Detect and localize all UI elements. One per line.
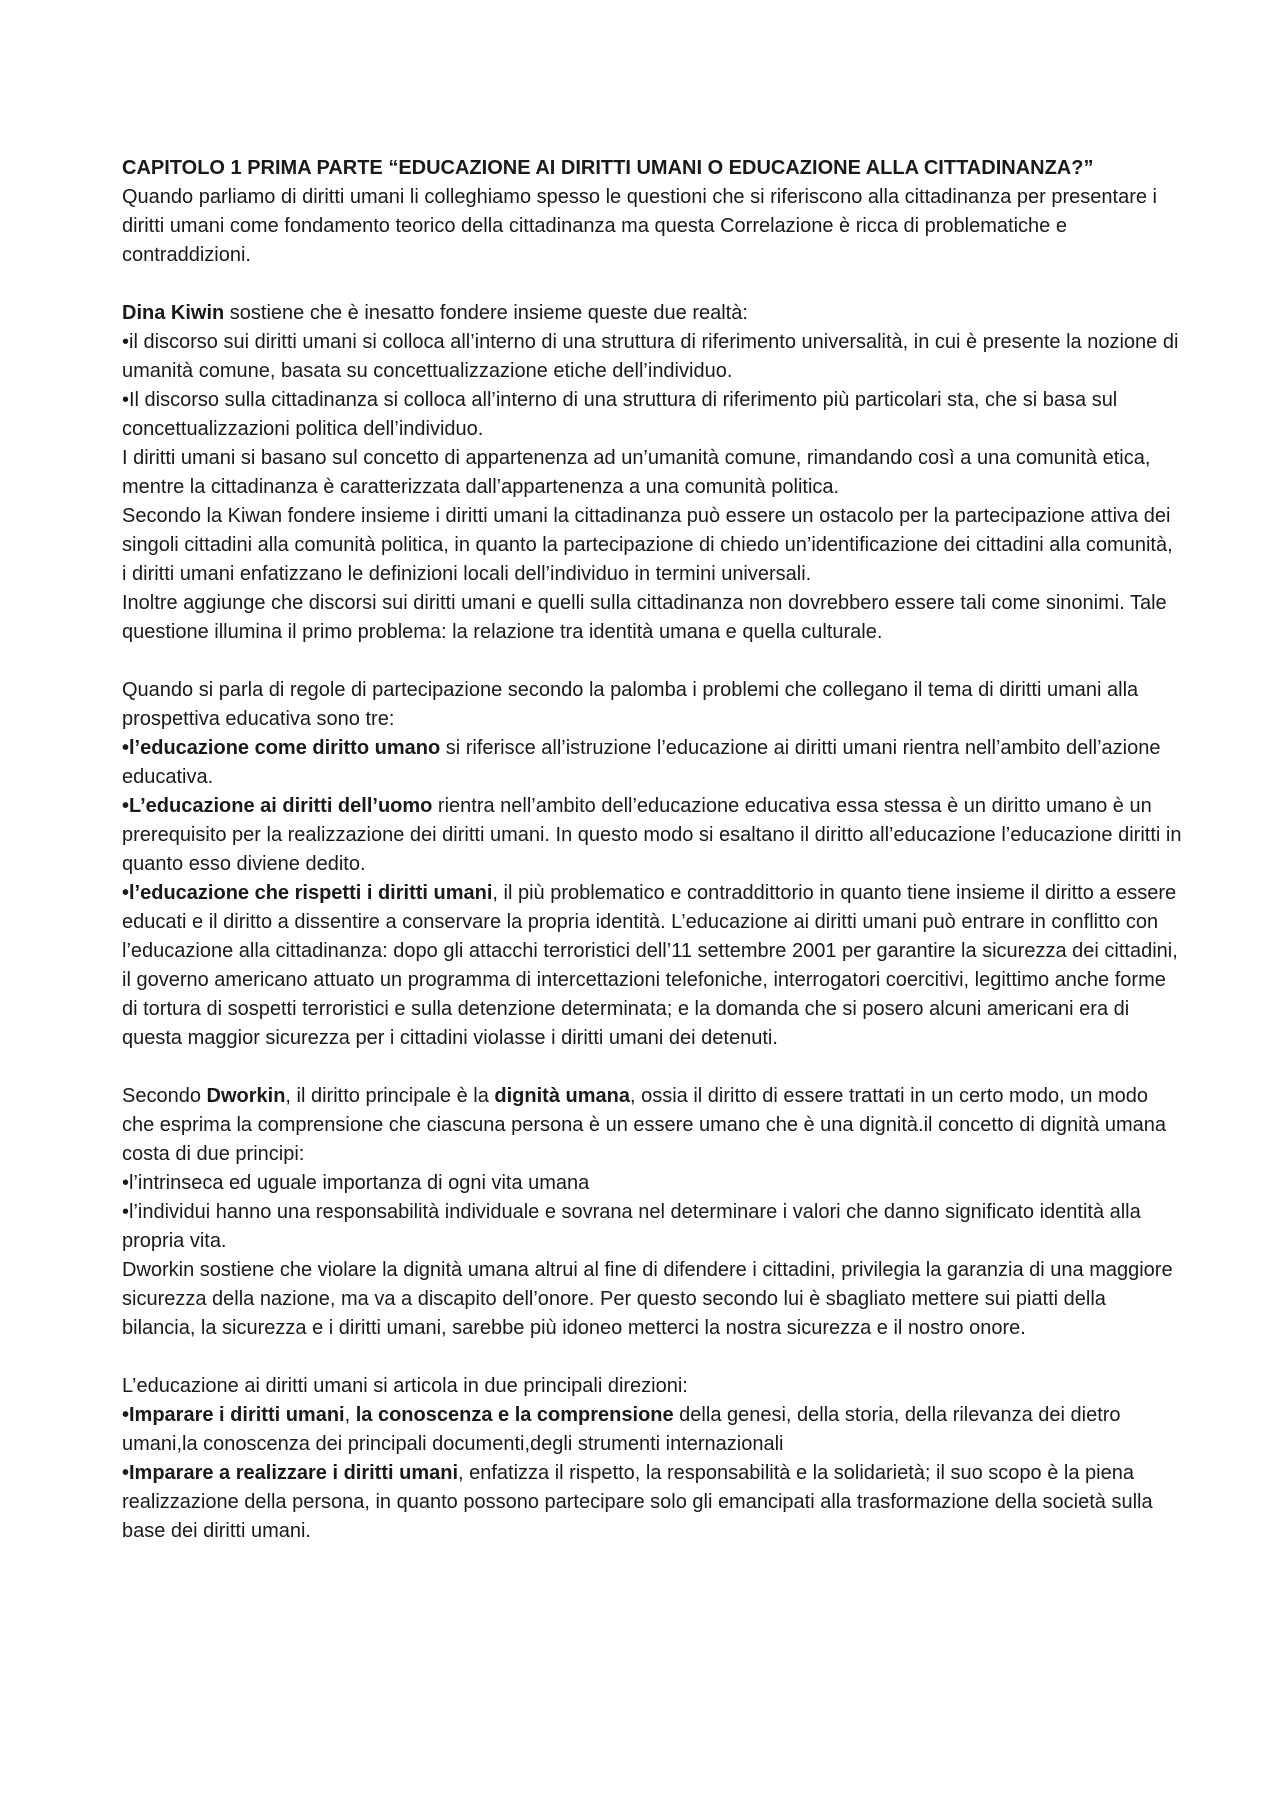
palomba-lead: Quando si parla di regole di partecipazione secondo la palomba i problemi che collegano il tema di diritti umani alla prospettiva educativa sono tre: — [122, 679, 1139, 730]
palomba-bullet-2: •L’educazione ai diritti dell’uomo rientra nell’ambito dell’educazione educativa essa stessa è un diritto umano è un prerequisito per la realizzazione dei diritti umani. In questo modo si esaltano il diritto all’educazione l’educazione diritti in quanto esso diviene dedito. — [122, 795, 1182, 875]
dworkin-lead: Secondo Dworkin, il diritto principale è la dignità umana, ossia il diritto di essere trattati in un certo modo, un modo che esprima la comprensione che ciascuna persona è un essere umano che è una dignità.il concetto di dignità umana costa di due principi: — [122, 1085, 1166, 1165]
palomba-bullet-3: •l’educazione che rispetti i diritti umani, il più problematico e contraddittorio in quanto tiene insieme il diritto a essere educati e il diritto a dissentire a conservare la propria identità. L’educazione ai diritti umani può entrare in conflitto con l’educazione alla cittadinanza: dopo gli attacchi terroristici dell’11 settembre 2001 per garantire la sicurezza dei cittadini, il governo americano attuato un programma di intercettazioni telefoniche, interrogatori coercitivi, legittimo anche forme di tortura di sospetti terroristici e sulla detenzione determinata; e la domanda che si posero alcuni americani era di questa maggior sicurezza per i cittadini violasse i diritti umani dei detenuti. — [122, 882, 1178, 1049]
kiwin-bullet-1: •il discorso sui diritti umani si colloca all’interno di una struttura di riferimento universalità, in cui è presente la nozione di umanità comune, basata su concettualizzazione etiche dell’individuo. — [122, 331, 1179, 382]
intro-paragraph: Quando parliamo di diritti umani li colleghiamo spesso le questioni che si riferiscono alla cittadinanza per presentare i diritti umani come fondamento teorico della cittadinanza ma questa Correlazione è ricca di problematiche e contraddizioni. — [122, 186, 1157, 266]
kiwin-lead: Dina Kiwin sostiene che è inesatto fondere insieme queste due realtà: — [122, 302, 748, 324]
kiwin-paragraph-1: I diritti umani si basano sul concetto di appartenenza ad un’umanità comune, rimandando così a una comunità etica, mentre la cittadinanza è caratterizzata dall’appartenenza a una comunità politica. — [122, 447, 1151, 498]
dworkin-paragraph: Dworkin sostiene che violare la dignità umana altrui al fine di difendere i cittadini, privilegia la garanzia di una maggiore sicurezza della nazione, ma va a discapito dell’onore. Per questo secondo lui è sbagliato mettere sui piatti della bilancia, la sicurezza e i diritti umani, sarebbe più idoneo metterci la nostra sicurezza e il nostro onore. — [122, 1259, 1173, 1339]
dworkin-concept: dignità umana — [494, 1085, 630, 1107]
chapter-title: CAPITOLO 1 PRIMA PARTE “EDUCAZIONE AI DIRITTI UMANI O EDUCAZIONE ALLA CITTADINANZA?” — [122, 157, 1094, 179]
palomba-bullet-1: •l’educazione come diritto umano si riferisce all’istruzione l’educazione ai diritti umani rientra nell’ambito dell’azione educativa. — [122, 737, 1161, 788]
paragraph-gap — [122, 270, 1182, 299]
paragraph-gap — [122, 1343, 1182, 1372]
paragraph-gap — [122, 1053, 1182, 1082]
paragraph-gap — [122, 647, 1182, 676]
dworkin-name: Dworkin — [206, 1085, 286, 1107]
document-body — [122, 154, 1182, 1546]
kiwin-paragraph-2: Secondo la Kiwan fondere insieme i diritti umani la cittadinanza può essere un ostacolo per la partecipazione attiva dei singoli cittadini alla comunità politica, in quanto la partecipazione di chiedo un’identificazione dei cittadini alla comunità, i diritti umani enfatizzano le definizioni locali dell’individuo in termini universali. — [122, 505, 1173, 585]
kiwin-name: Dina Kiwin — [122, 302, 225, 324]
directions-bullet-1: •Imparare i diritti umani, la conoscenza e la comprensione della genesi, della storia, della rilevanza dei dietro umani,la conoscenza dei principali documenti,degli strumenti internazionali — [122, 1404, 1121, 1455]
directions-bullet-2: •Imparare a realizzare i diritti umani, enfatizza il rispetto, la responsabilità e la solidarietà; il suo scopo è la piena realizzazione della persona, in quanto possono partecipare solo gli emancipati alla trasformazione della società sulla base dei diritti umani. — [122, 1462, 1153, 1542]
kiwin-bullet-2: •Il discorso sulla cittadinanza si colloca all’interno di una struttura di riferimento più particolari sta, che si basa sul concettualizzazioni politica dell’individuo. — [122, 389, 1118, 440]
kiwin-paragraph-3: Inoltre aggiunge che discorsi sui diritti umani e quelli sulla cittadinanza non dovrebbero essere tali come sinonimi. Tale questione illumina il primo problema: la relazione tra identità umana e quella culturale. — [122, 592, 1167, 643]
dworkin-bullet-1: •l’intrinseca ed uguale importanza di ogni vita umana — [122, 1172, 590, 1194]
dworkin-bullet-2: •l’individui hanno una responsabilità individuale e sovrana nel determinare i valori che danno significato identità alla propria vita. — [122, 1201, 1141, 1252]
directions-lead: L’educazione ai diritti umani si articola in due principali direzioni: — [122, 1375, 688, 1397]
